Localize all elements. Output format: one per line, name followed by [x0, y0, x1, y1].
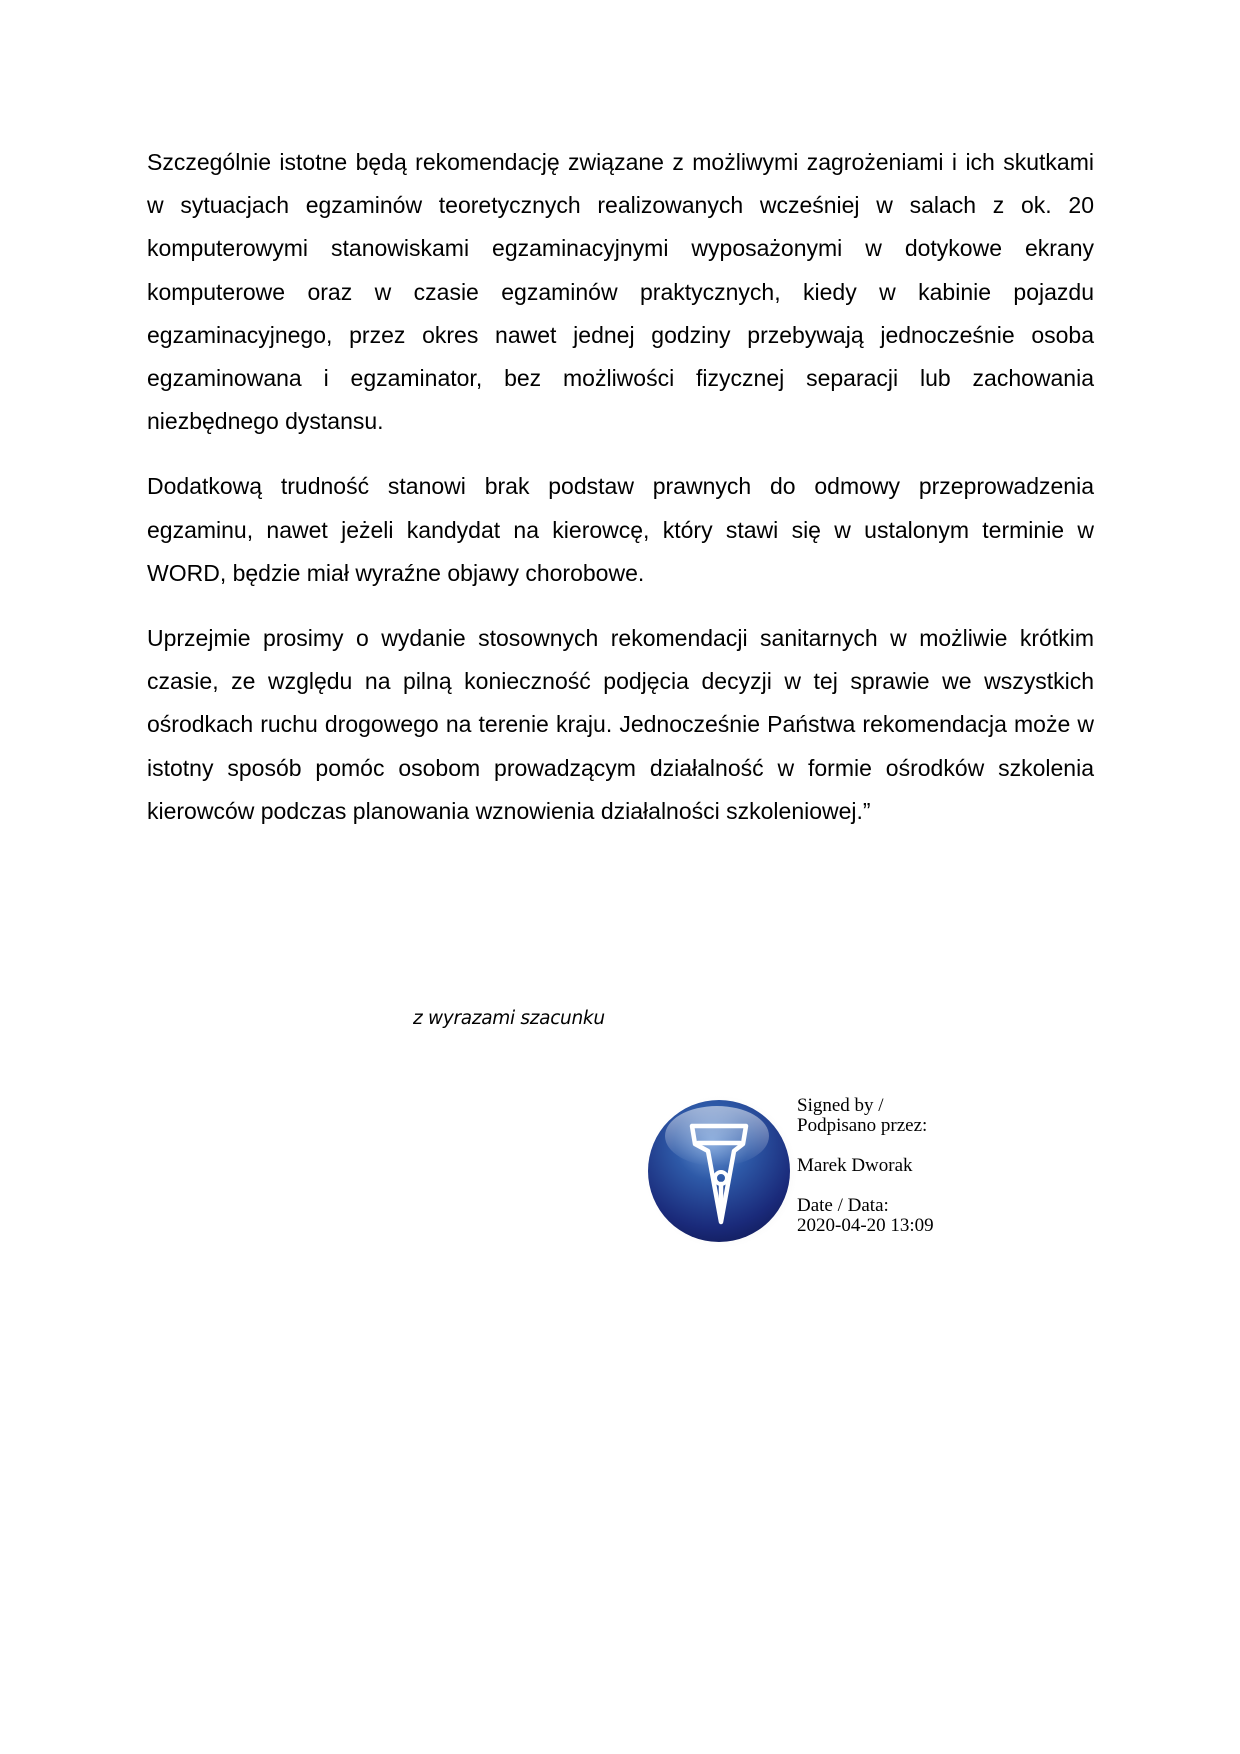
- signed-by-label-pl: Podpisano przez:: [797, 1115, 928, 1136]
- signature-date: 2020-04-20 13:09: [797, 1215, 934, 1236]
- digital-signature: [645, 1096, 965, 1248]
- signer-name: Marek Dworak: [797, 1155, 913, 1176]
- fountain-pen-nib-icon: [645, 1096, 797, 1248]
- letter-body: [147, 141, 1094, 855]
- closing-salutation: z wyrazami szacunku: [413, 1008, 605, 1029]
- signed-by-label: Signed by /: [797, 1095, 884, 1116]
- paragraph-legal-difficulty: Dodatkową trudność stanowi brak podstaw prawnych do odmowy przeprowadzenia egzaminu, nawet jeżeli kandydat na kierowcę, który stawi się w ustalonym terminie w WORD, będzie miał wyraźne objawy chorobowe.: [147, 473, 1094, 586]
- date-label: Date / Data:: [797, 1195, 889, 1216]
- signature-details: [797, 1096, 967, 1236]
- paragraph-request: Uprzejmie prosimy o wydanie stosownych rekomendacji sanitarnych w możliwie krótkim czasie, ze względu na pilną konieczność podjęcia decyzji w tej sprawie we wszystkich ośrodkach ruchu drogowego na terenie kraju. Jednocześnie Państwa rekomendacja może w istotny sposób pomóc osobom prowadzącym działalność w formie ośrodków szkolenia kierowców podczas planowania wznowienia działalności szkoleniowej.”: [147, 625, 1094, 824]
- paragraph-recommendations: Szczególnie istotne będą rekomendację związane z możliwymi zagrożeniami i ich skutkami w sytuacjach egzaminów teoretycznych realizowanych wcześniej w salach z ok. 20 komputerowymi stanowiskami egzaminacyjnymi wyposażonymi w dotykowe ekrany komputerowe oraz w czasie egzaminów praktycznych, kiedy w kabinie pojazdu egzaminacyjnego, przez okres nawet jednej godziny przebywają jednocześnie osoba egzaminowana i egzaminator, bez możliwości fizycznej separacji lub zachowania niezbędnego dystansu.: [147, 149, 1094, 435]
